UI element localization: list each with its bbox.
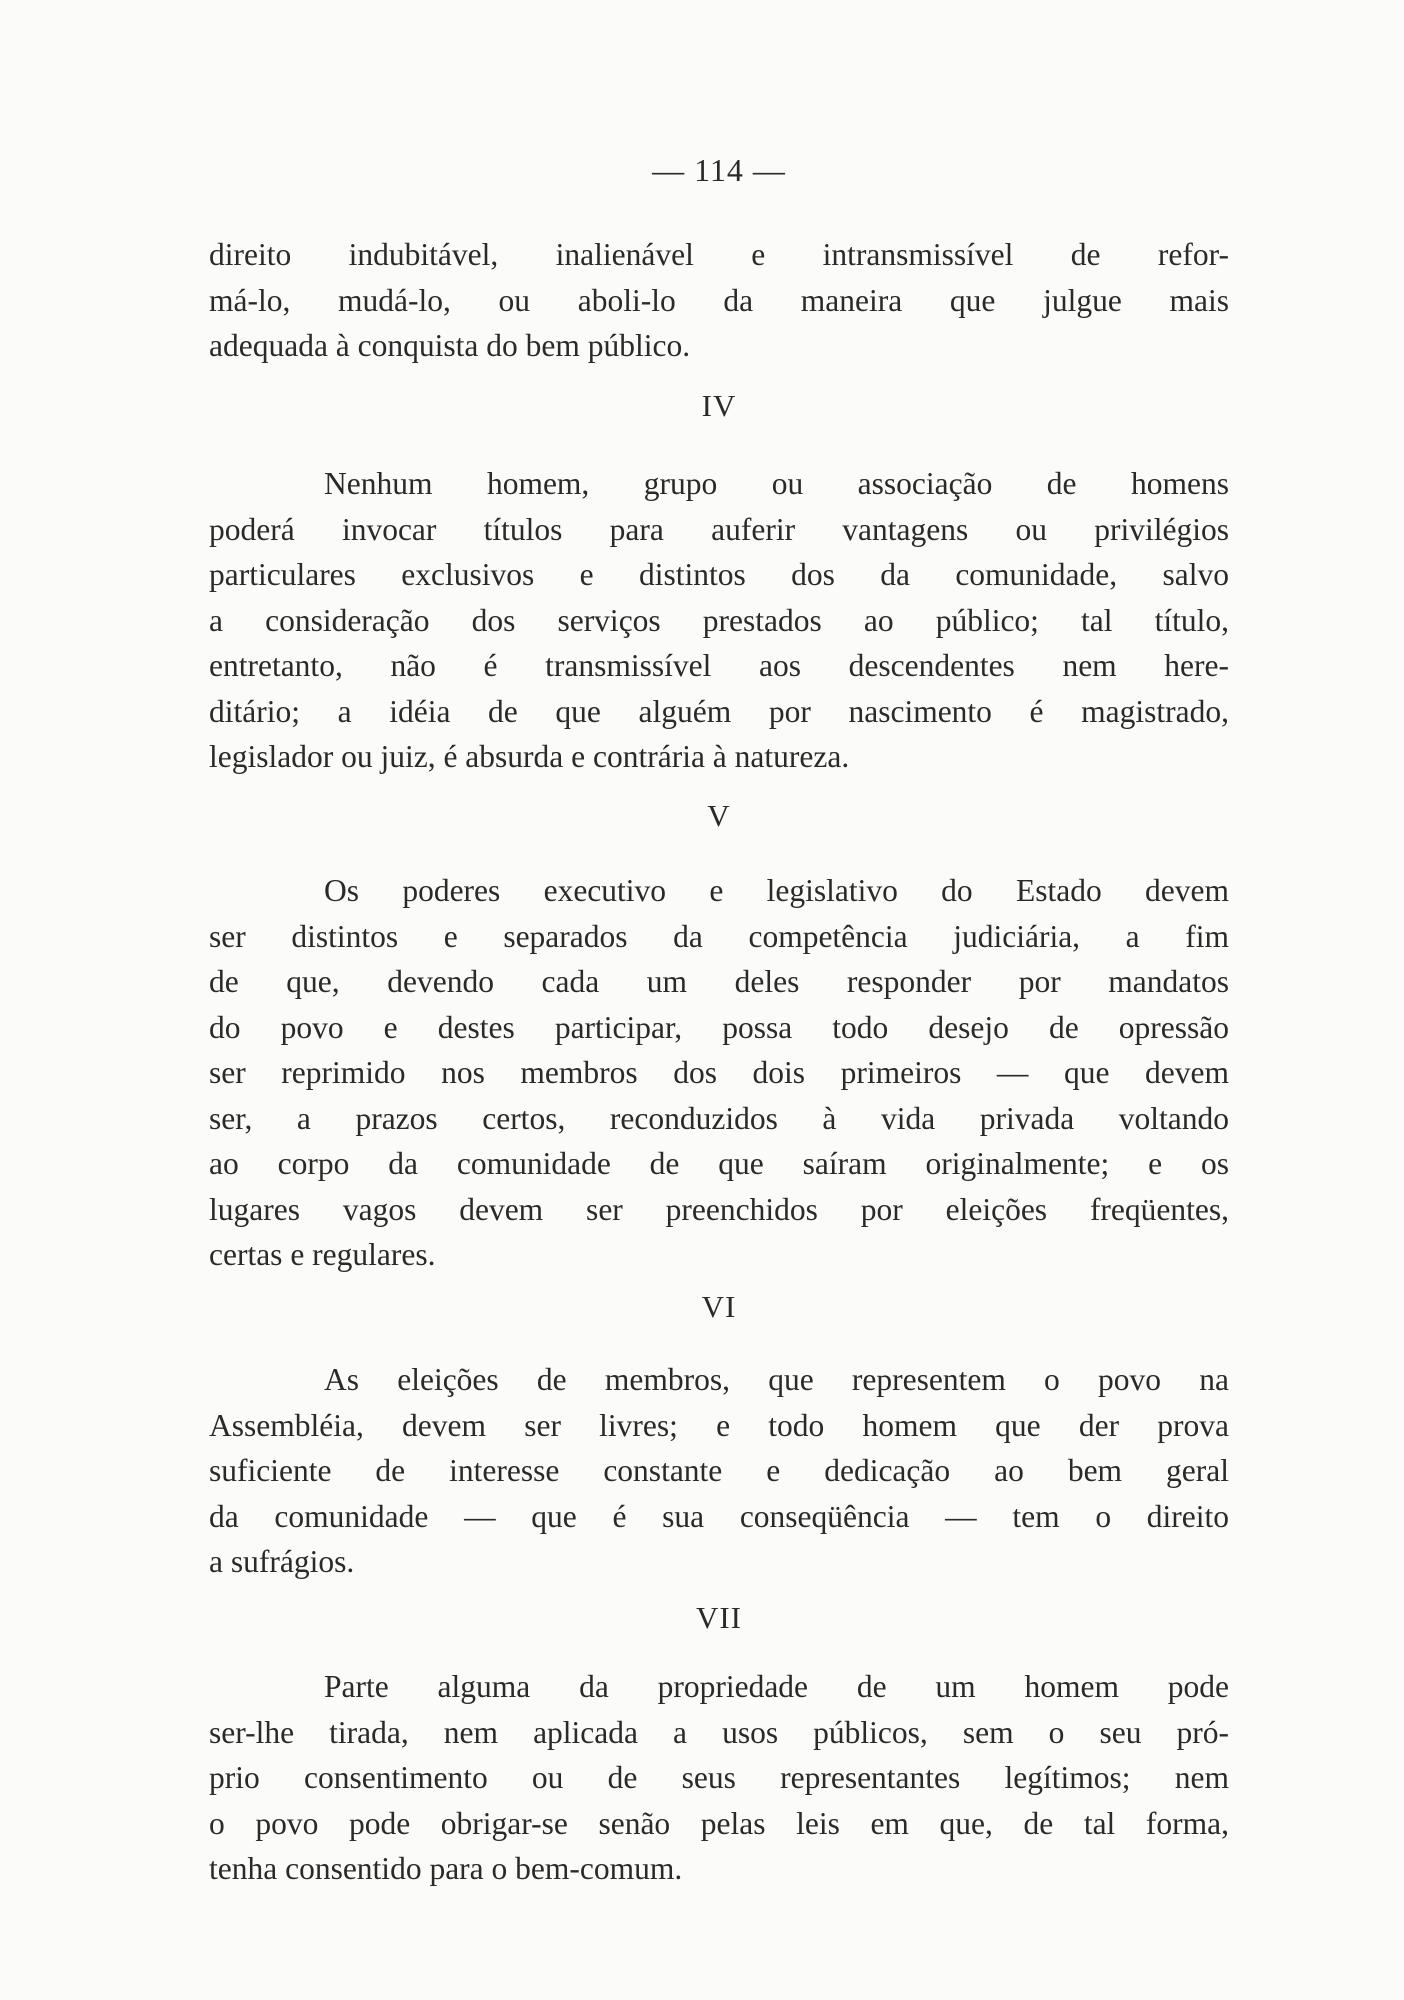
text-line: do povo e destes participar, possa todo desejo de opressão	[209, 1009, 1229, 1045]
text-line: adequada à conquista do bem público.	[209, 328, 691, 363]
text-line: má-lo, mudá-lo, ou aboli-lo da maneira que julgue mais	[209, 282, 1229, 318]
paragraph-vi	[209, 1357, 1229, 1585]
paragraph-vii	[209, 1664, 1229, 1892]
section-heading-v: V	[707, 798, 731, 833]
section-heading-vi: VI	[701, 1289, 737, 1324]
text-line: entretanto, não é transmissível aos descendentes nem here-	[209, 648, 1229, 683]
text-line: prio consentimento ou de seus representantes legítimos; nem	[209, 1760, 1229, 1795]
text-line: ser distintos e separados da competência judiciária, a fim	[209, 918, 1229, 954]
text-line: ser reprimido nos membros dos dois primeiros — que devem	[209, 1055, 1229, 1090]
text-line: da comunidade — que é sua conseqüência — tem o direito	[209, 1498, 1229, 1534]
text-line: o povo pode obrigar-se senão pelas leis em que, de tal forma,	[209, 1805, 1229, 1841]
text-line: ao corpo da comunidade de que saíram originalmente; e os	[209, 1146, 1229, 1181]
page-number: — 114 —	[652, 152, 786, 188]
text-line: particulares exclusivos e distintos dos da comunidade, salvo	[209, 557, 1229, 592]
text-line: legislador ou juiz, é absurda e contrária à natureza.	[209, 739, 850, 774]
text-line: certas e regulares.	[209, 1237, 436, 1272]
text-line: Nenhum homem, grupo ou associação de homens	[324, 466, 1229, 501]
text-line: direito indubitável, inalienável e intransmissível de refor-	[209, 237, 1229, 272]
text-line: poderá invocar títulos para auferir vantagens ou privilégios	[209, 511, 1229, 547]
text-line: ser-lhe tirada, nem aplicada a usos públicos, sem o seu pró-	[209, 1714, 1229, 1750]
paragraph-v	[209, 868, 1229, 1278]
text-line: Parte alguma da propriedade de um homem pode	[324, 1669, 1229, 1704]
text-line: Assembléia, devem ser livres; e todo homem que der prova	[209, 1407, 1229, 1443]
paragraph-iv	[209, 461, 1229, 780]
text-line: Os poderes executivo e legislativo do Estado devem	[324, 873, 1229, 908]
section-heading-vii: VII	[695, 1600, 743, 1635]
text-line: a consideração dos serviços prestados ao público; tal título,	[209, 602, 1229, 638]
text-line: As eleições de membros, que representem o povo na	[324, 1362, 1229, 1397]
text-line: de que, devendo cada um deles responder por mandatos	[209, 964, 1229, 999]
text-line: suficiente de interesse constante e dedicação ao bem geral	[209, 1453, 1229, 1488]
section-heading-iv: IV	[701, 388, 737, 423]
text-line: a sufrágios.	[209, 1544, 355, 1579]
paragraph-intro	[209, 232, 1229, 369]
document-page	[209, 0, 1229, 2000]
text-line: lugares vagos devem ser preenchidos por eleições freqüentes,	[209, 1191, 1229, 1227]
text-line: ditário; a idéia de que alguém por nascimento é magistrado,	[209, 693, 1229, 729]
text-line: tenha consentido para o bem-comum.	[209, 1851, 683, 1886]
text-line: ser, a prazos certos, reconduzidos à vida privada voltando	[209, 1100, 1229, 1136]
